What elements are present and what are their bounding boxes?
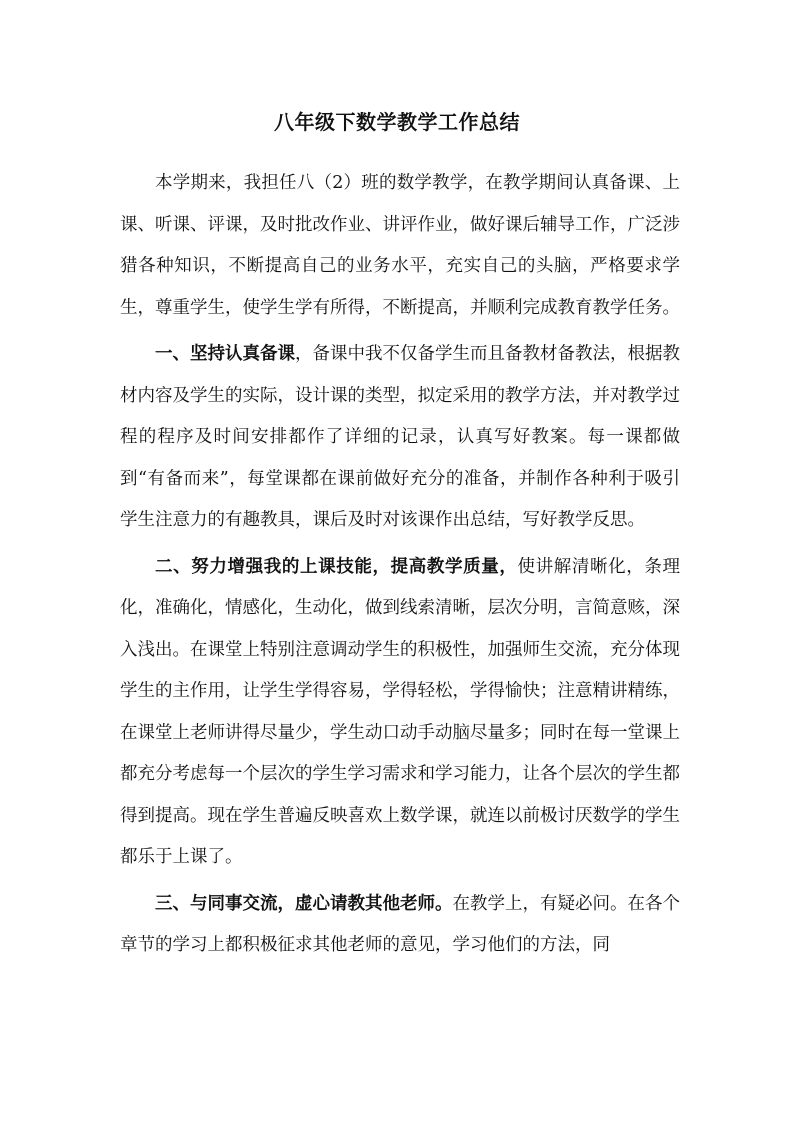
section-heading: 三、与同事交流，虚心请教其他老师。	[155, 893, 453, 914]
paragraph-text: ，备课中我不仅备学生而且备教材备教法，根据教材内容及学生的实际，设计课的类型，拟定采用的教学方法，并对教学过程的程序及时间安排都作了详细的记录，认真写好教案。每一课都做到“有备而来”，每堂课都在课前做好充分的准备，并制作各种利于吸引学生注意力的有趣教具，课后及时对该课作出总结，写好教学反思。	[120, 344, 680, 530]
paragraph-section-3	[120, 884, 680, 967]
paragraph-text: 使讲解清晰化，条理化，准确化，情感化，生动化，做到线索清晰，层次分明，言简意赅，深入浅出。在课堂上特别注意调动学生的积极性，加强师生交流，充分体现学生的主作用，让学生学得容易，学得轻松，学得愉快；注意精讲精练，在课堂上老师讲得尽量少，学生动口动手动脑尽量多；同时在每一堂课上都充分考虑每一个层次的学生学习需求和学习能力，让各个层次的学生都得到提高。现在学生普遍反映喜欢上数学课，就连以前极讨厌数学的学生都乐于上课了。	[120, 556, 680, 867]
document-body	[120, 163, 680, 972]
paragraph-intro	[120, 163, 680, 329]
section-heading: 二、努力增强我的上课技能，提高教学质量，	[155, 556, 518, 577]
page-title: 八年级下数学教学工作总结	[274, 110, 520, 134]
paragraph-text: 本学期来，我担任八（2）班的数学教学，在教学期间认真备课、上课、听课、评课，及时批改作业、讲评作业，做好课后辅导工作，广泛涉猎各种知识，不断提高自己的业务水平，充实自己的头脑，严格要求学生，尊重学生，使学生学有所得，不断提高，并顺利完成教育教学任务。	[120, 173, 680, 318]
section-heading: 一、坚持认真备课	[155, 344, 295, 364]
paragraph-text: 在教学上，有疑必问。在各个章节的学习上都积极征求其他老师的意见，学习他们的方法，同	[120, 893, 680, 955]
paragraph-section-1	[120, 334, 680, 542]
paragraph-section-2	[120, 547, 680, 879]
